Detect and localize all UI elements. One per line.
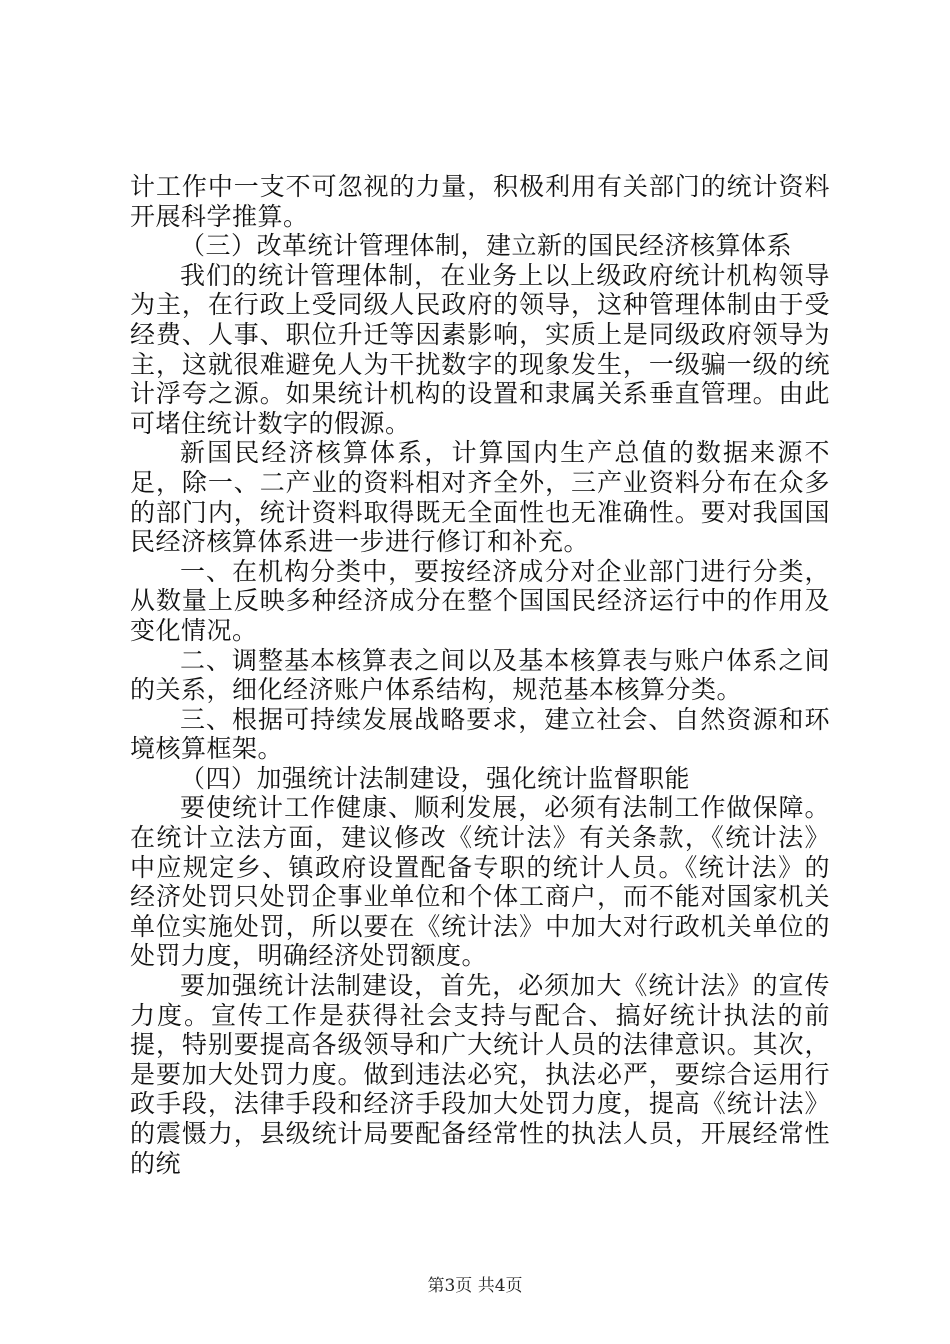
paragraph-accounting-system: 新国民经济核算体系，计算国内生产总值的数据来源不足，除一、二产业的资料相对齐全外，三产业资料分布在众多的部门内，统计资料取得既无全面性也无准确性。要对我国国民经济核算体系进一步进行修订和补充。: [130, 438, 830, 557]
document-body: [130, 172, 830, 1178]
page-number-footer: 第3页 共4页: [427, 1276, 523, 1296]
paragraph-management-system: 我们的统计管理体制，在业务上以上级政府统计机构领导为主，在行政上受同级人民政府的领导，这种管理体制由于受经费、人事、职位升迁等因素影响，实质上是同级政府领导为主，这就很难避免人为干扰数字的现象发生，一级骗一级的统计浮夸之源。如果统计机构的设置和隶属关系垂直管理。由此可堵住统计数字的假源。: [130, 260, 830, 438]
list-item-3: 三、根据可持续发展战略要求，建立社会、自然资源和环境核算框架。: [130, 704, 830, 764]
paragraph-legislation: 要使统计工作健康、顺利发展，必须有法制工作做保障。在统计立法方面，建议修改《统计法》有关条款，《统计法》中应规定乡、镇政府设置配备专职的统计人员。《统计法》的经济处罚只处罚企事业单位和个体工商户，而不能对国家机关单位实施处罚，所以要在《统计法》中加大对行政机关单位的处罚力度，明确经济处罚额度。: [130, 793, 830, 971]
list-item-1: 一、在机构分类中，要按经济成分对企业部门进行分类，从数量上反映多种经济成分在整个国国民经济运行中的作用及变化情况。: [130, 556, 830, 645]
list-item-2: 二、调整基本核算表之间以及基本核算表与账户体系之间的关系，细化经济账户体系结构，规范基本核算分类。: [130, 645, 830, 705]
paragraph-enforcement: 要加强统计法制建设，首先，必须加大《统计法》的宣传力度。宣传工作是获得社会支持与配合、搞好统计执法的前提，特别要提高各级领导和广大统计人员的法律意识。其次，是要加大处罚力度。做到违法必究，执法必严，要综合运用行政手段，法律手段和经济手段加大处罚力度，提高《统计法》的震慑力，县级统计局要配备经常性的执法人员，开展经常性的统: [130, 971, 830, 1178]
paragraph-continuation: 计工作中一支不可忽视的力量，积极利用有关部门的统计资料开展科学推算。: [130, 172, 830, 231]
section-heading-reform: （三）改革统计管理体制，建立新的国民经济核算体系: [180, 231, 793, 261]
section-heading-legal: （四）加强统计法制建设，强化统计监督职能: [180, 763, 691, 793]
